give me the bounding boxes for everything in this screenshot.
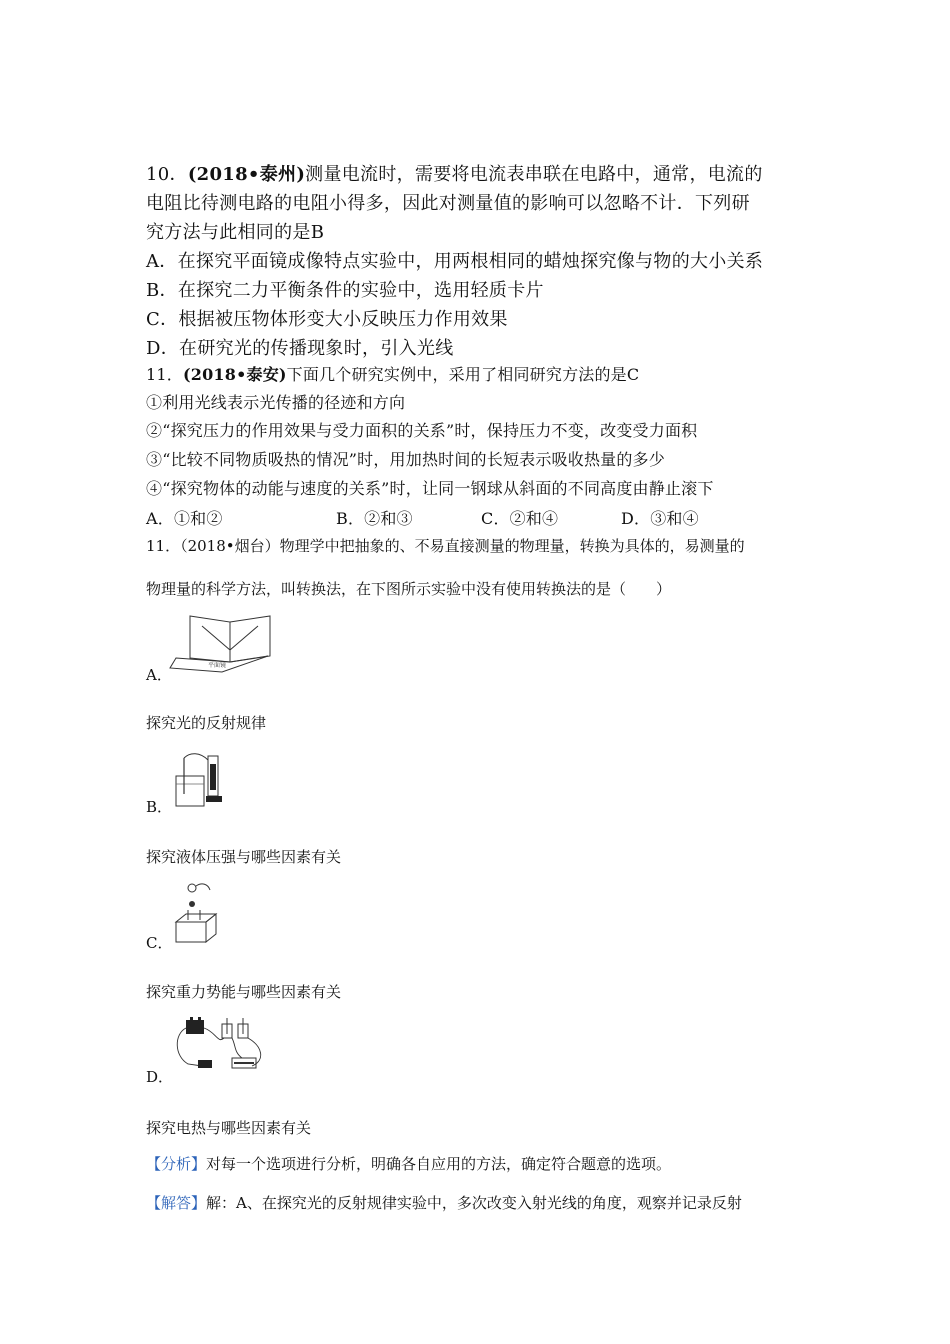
- q11a-item-2: ②“探究压力的作用效果与受力面积的关系”时，保持压力不变，改变受力面积: [146, 421, 698, 440]
- q10-source: (2018•泰州): [187, 164, 306, 185]
- q10-option-b: B．在探究二力平衡条件的实验中，选用轻质卡片: [146, 280, 544, 301]
- q11a-option-b: B．②和③: [336, 509, 413, 528]
- q11a-item-1: ①利用光线表示光传播的径迹和方向: [146, 393, 406, 412]
- q10-option-d: D．在研究光的传播现象时，引入光线: [146, 338, 454, 359]
- q11b-line-1: 11．（2018•烟台）物理学中把抽象的、不易直接测量的物理量，转换为具体的，易测量的: [146, 537, 745, 555]
- fig-b-caption: 探究液体压强与哪些因素有关: [146, 848, 342, 866]
- q10-stem-3: 究方法与此相同的是B: [146, 222, 325, 243]
- q10-stem-1: 测量电流时，需要将电流表串联在电路中，通常，电流的: [305, 164, 763, 185]
- answer-tag: 【解答】: [146, 1194, 207, 1212]
- fig-a-label: A．: [146, 666, 172, 684]
- q10-option-c: C．根据被压物体形变大小反映压力作用效果: [146, 309, 508, 330]
- q11a-stem: 下面几个研究实例中，采用了相同研究方法的是C: [286, 365, 640, 384]
- analysis-text: 对每一个选项进行分析，明确各自应用的方法，确定符合题意的选项。: [206, 1155, 672, 1173]
- q10-number: 10．: [146, 164, 188, 185]
- q11a-option-a: A．①和②: [146, 509, 223, 528]
- q11a-options: [146, 506, 846, 528]
- q10-stem-2: 电阻比待测电路的电阻小得多，因此对测量值的影响可以忽略不计．下列研: [146, 193, 750, 214]
- analysis-line: [146, 1153, 671, 1174]
- q11a-item-4: ④“探究物体的动能与速度的关系”时，让同一钢球从斜面的不同高度由静止滚下: [146, 479, 714, 498]
- fig-c-label: C．: [146, 934, 173, 952]
- q11a-source: (2018•泰安): [182, 365, 287, 384]
- fig-a-caption: 探究光的反射规律: [146, 714, 267, 732]
- q10-option-a: A．在探究平面镜成像特点实验中，用两根相同的蜡烛探究像与物的大小关系: [146, 251, 764, 272]
- q10-line-1: [146, 160, 763, 186]
- potential-energy-figure: [170, 880, 222, 946]
- liquid-pressure-figure: [170, 750, 230, 810]
- analysis-tag: 【分析】: [146, 1155, 207, 1173]
- fig-c-caption: 探究重力势能与哪些因素有关: [146, 983, 342, 1001]
- q11a-option-d: D．③和④: [621, 509, 699, 528]
- mirror-label: 平面镜: [208, 662, 227, 669]
- answer-text: 解：A、在探究光的反射规律实验中，多次改变入射光线的角度，观察并记录反射: [206, 1194, 742, 1212]
- fig-b-label: B．: [146, 798, 173, 816]
- fig-d-label: D．: [146, 1068, 174, 1086]
- light-reflection-figure: [168, 612, 278, 674]
- answer-line: [146, 1192, 742, 1213]
- q11a-option-c: C．②和④: [481, 509, 559, 528]
- q11a-number: 11．: [146, 365, 183, 384]
- q11a-item-3: ③“比较不同物质吸热的情况”时，用加热时间的长短表示吸收热量的多少: [146, 450, 665, 469]
- q11a-line-1: [146, 362, 639, 385]
- fig-d-caption: 探究电热与哪些因素有关: [146, 1119, 312, 1137]
- electric-heat-figure: [172, 1016, 272, 1074]
- q11b-line-2: 物理量的科学方法，叫转换法，在下图所示实验中没有使用转换法的是（ ）: [146, 580, 672, 598]
